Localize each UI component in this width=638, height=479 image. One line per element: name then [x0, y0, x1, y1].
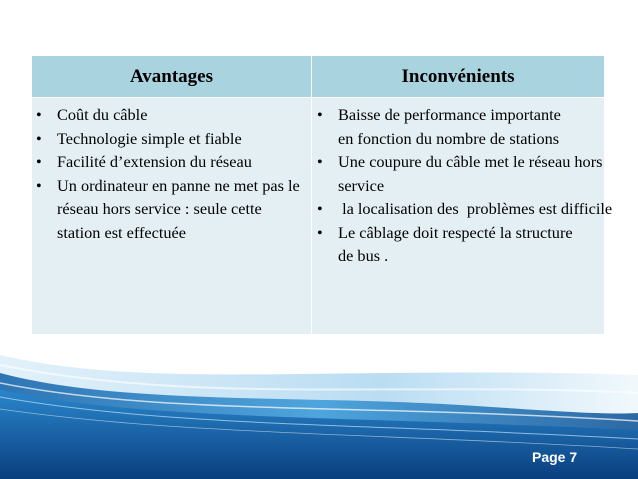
list-item: [317, 150, 610, 197]
header-inconvenients: Inconvénients: [401, 66, 515, 87]
list-item-text: Une coupure du câble met le réseau hors service: [338, 152, 603, 195]
inconvenients-cell: [317, 103, 613, 268]
bullet-icon: •: [317, 222, 323, 242]
avantages-cell: [36, 103, 308, 244]
bullet-icon: •: [36, 175, 42, 195]
header-avantages: Avantages: [129, 66, 214, 87]
list-item-text: Facilité d’extension du réseau: [57, 152, 252, 171]
list-item-text: Le câblage doit respecté la structure de bus .: [338, 222, 573, 265]
bullet-icon: •: [317, 105, 323, 124]
list-item-text: Technologie simple et fiable: [57, 128, 242, 148]
bullet-icon: •: [36, 128, 42, 148]
row-divider: [32, 97, 604, 98]
list-item: [317, 103, 576, 150]
bullet-icon: •: [36, 152, 42, 171]
comparison-table: [32, 56, 613, 334]
list-item-text: Un ordinateur en panne ne met pas le réseau hors service : seule cette station est effectuée: [57, 175, 300, 242]
page-number-label: Page 7: [532, 449, 578, 465]
inconvenients-list: [317, 103, 613, 268]
list-item-text: Baisse de performance importante en fonction du nombre de stations: [338, 105, 561, 148]
list-item-text: la localisation des problèmes est difficile: [338, 199, 613, 218]
list-item: [36, 174, 305, 245]
list-item: [36, 103, 308, 127]
bullet-icon: •: [317, 199, 323, 218]
bullet-icon: •: [36, 105, 42, 124]
list-item-text: Coût du câble: [57, 105, 148, 124]
avantages-list: [36, 103, 308, 244]
list-item: [36, 127, 308, 151]
list-item: [317, 221, 588, 268]
bullet-icon: •: [317, 152, 323, 171]
list-item: [317, 197, 623, 221]
list-item: [36, 150, 287, 174]
